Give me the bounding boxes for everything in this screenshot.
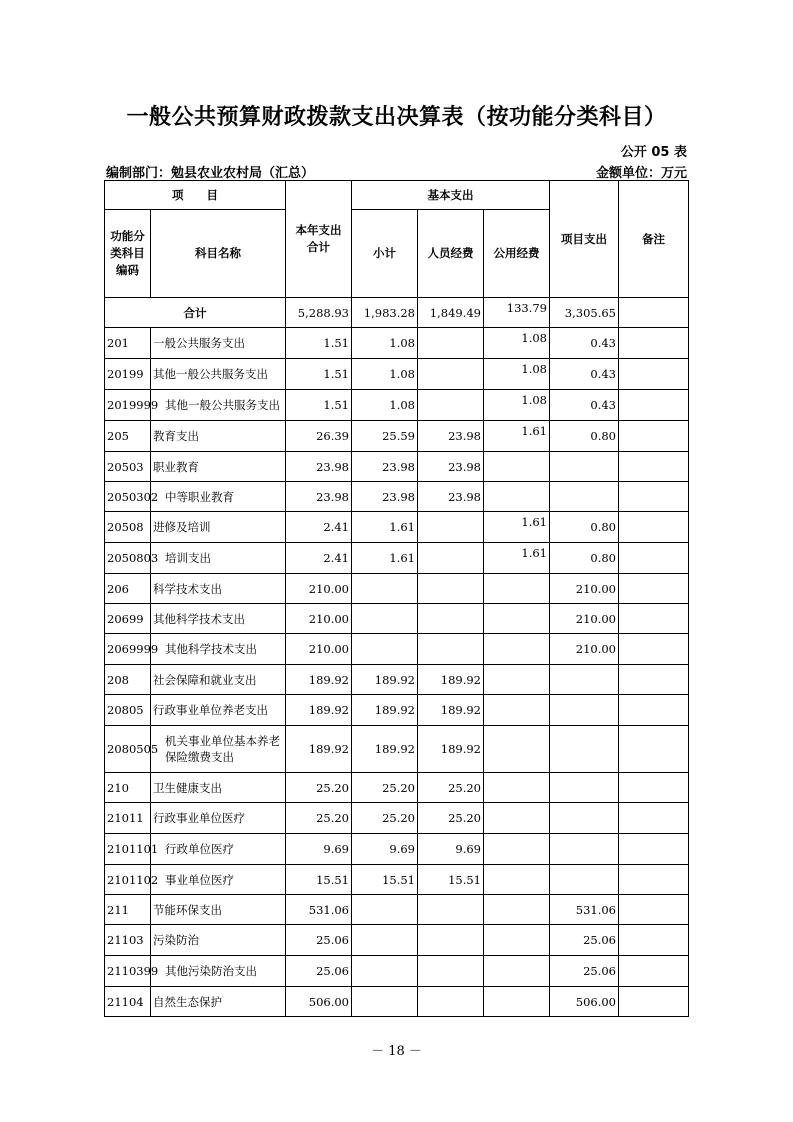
row-remark [619, 773, 689, 803]
row-subject-name: 卫生健康支出 [151, 773, 286, 803]
row-total: 9.69 [286, 834, 352, 865]
row-public: 1.61 [484, 512, 550, 543]
row-remark [619, 726, 689, 773]
row-subject-name: 污染防治 [151, 925, 286, 956]
row-total: 189.92 [286, 726, 352, 773]
header-item: 项 目 [105, 181, 286, 210]
row-subject-name: 职业教育 [151, 452, 286, 482]
row-project [550, 865, 619, 895]
row-subject-name: 行政事业单位医疗 [151, 803, 286, 834]
row-personnel: 25.20 [418, 773, 484, 803]
table-row [105, 925, 689, 956]
row-total: 1.51 [286, 390, 352, 421]
row-remark [619, 390, 689, 421]
row-code: 2050803 [105, 543, 151, 574]
header-row-1 [105, 181, 689, 210]
row-subtotal: 23.98 [352, 482, 418, 512]
row-code: 20805 [105, 695, 151, 726]
row-subtotal [352, 604, 418, 634]
total-amount: 5,288.93 [286, 298, 352, 328]
total-public: 133.79 [484, 298, 550, 328]
table-row [105, 543, 689, 574]
row-project: 0.80 [550, 512, 619, 543]
table-row [105, 895, 689, 925]
row-code: 201 [105, 328, 151, 359]
row-personnel [418, 574, 484, 604]
row-subtotal: 25.59 [352, 421, 418, 452]
row-remark [619, 925, 689, 956]
row-personnel [418, 543, 484, 574]
row-code: 2101102 [105, 865, 151, 895]
row-remark [619, 543, 689, 574]
row-code: 2110399 [105, 956, 151, 987]
page-number: － 18 － [371, 1044, 422, 1059]
row-total: 210.00 [286, 634, 352, 665]
table-row [105, 665, 689, 695]
row-remark [619, 359, 689, 390]
header-project: 项目支出 [550, 181, 619, 298]
total-row [105, 298, 689, 328]
amount-unit: 金额单位：万元 [595, 166, 687, 181]
row-subtotal: 1.08 [352, 390, 418, 421]
table-row [105, 512, 689, 543]
row-total: 23.98 [286, 452, 352, 482]
row-total: 25.06 [286, 956, 352, 987]
row-project: 0.43 [550, 328, 619, 359]
row-project: 210.00 [550, 634, 619, 665]
row-personnel: 189.92 [418, 726, 484, 773]
row-code: 21104 [105, 987, 151, 1017]
row-subtotal: 189.92 [352, 695, 418, 726]
row-project: 506.00 [550, 987, 619, 1017]
row-subtotal: 189.92 [352, 726, 418, 773]
row-subject-name: 培训支出 [151, 543, 286, 574]
total-remark [619, 298, 689, 328]
row-public: 1.08 [484, 328, 550, 359]
row-code: 205 [105, 421, 151, 452]
row-public [484, 452, 550, 482]
table-row [105, 574, 689, 604]
row-code: 206 [105, 574, 151, 604]
table-row [105, 987, 689, 1017]
row-remark [619, 634, 689, 665]
row-subtotal: 1.61 [352, 543, 418, 574]
row-subject-name: 其他一般公共服务支出 [151, 359, 286, 390]
row-subject-name: 其他科学技术支出 [151, 634, 286, 665]
row-remark [619, 865, 689, 895]
row-total: 1.51 [286, 328, 352, 359]
row-subject-name: 自然生态保护 [151, 987, 286, 1017]
table-row [105, 803, 689, 834]
row-personnel [418, 328, 484, 359]
row-code: 211 [105, 895, 151, 925]
row-project [550, 482, 619, 512]
row-project [550, 452, 619, 482]
row-subject-name: 事业单位医疗 [151, 865, 286, 895]
row-remark [619, 803, 689, 834]
table-row [105, 421, 689, 452]
table-row [105, 328, 689, 359]
row-remark [619, 604, 689, 634]
row-public [484, 695, 550, 726]
row-total: 506.00 [286, 987, 352, 1017]
row-project [550, 665, 619, 695]
row-code: 21011 [105, 803, 151, 834]
row-project [550, 695, 619, 726]
row-personnel: 23.98 [418, 482, 484, 512]
row-remark [619, 421, 689, 452]
row-public [484, 834, 550, 865]
header-basic: 基本支出 [352, 181, 550, 210]
row-personnel [418, 512, 484, 543]
row-total: 531.06 [286, 895, 352, 925]
row-public [484, 773, 550, 803]
row-remark [619, 695, 689, 726]
total-subtotal: 1,983.28 [352, 298, 418, 328]
table-row [105, 604, 689, 634]
row-personnel [418, 987, 484, 1017]
total-label: 合计 [105, 298, 286, 328]
header-func-code: 功能分类科目编码 [105, 210, 151, 298]
table-row [105, 726, 689, 773]
row-personnel: 25.20 [418, 803, 484, 834]
row-subject-name: 行政事业单位养老支出 [151, 695, 286, 726]
row-subtotal: 189.92 [352, 665, 418, 695]
row-public [484, 956, 550, 987]
row-remark [619, 956, 689, 987]
row-total: 25.06 [286, 925, 352, 956]
row-total: 2.41 [286, 543, 352, 574]
table-row [105, 773, 689, 803]
total-personnel: 1,849.49 [418, 298, 484, 328]
row-code: 2101101 [105, 834, 151, 865]
compiling-department: 编制部门：勉县农业农村局（汇总） [106, 166, 315, 181]
header-subject-name: 科目名称 [151, 210, 286, 298]
row-subtotal: 9.69 [352, 834, 418, 865]
row-code: 20199 [105, 359, 151, 390]
header-personnel: 人员经费 [418, 210, 484, 298]
row-subtotal: 25.20 [352, 773, 418, 803]
row-total: 25.20 [286, 803, 352, 834]
row-subtotal [352, 987, 418, 1017]
row-public [484, 665, 550, 695]
row-remark [619, 574, 689, 604]
row-code: 2080505 [105, 726, 151, 773]
row-personnel: 15.51 [418, 865, 484, 895]
row-subject-name: 科学技术支出 [151, 574, 286, 604]
row-personnel [418, 390, 484, 421]
row-total: 189.92 [286, 695, 352, 726]
row-code: 2069999 [105, 634, 151, 665]
row-public [484, 987, 550, 1017]
row-public [484, 865, 550, 895]
row-code: 208 [105, 665, 151, 695]
table-row [105, 482, 689, 512]
header-remark: 备注 [619, 181, 689, 298]
table-row [105, 834, 689, 865]
row-code: 20699 [105, 604, 151, 634]
row-public [484, 482, 550, 512]
row-public [484, 604, 550, 634]
header-total: 本年支出合计 [286, 181, 352, 298]
table-row [105, 390, 689, 421]
row-subject-name: 进修及培训 [151, 512, 286, 543]
report-title: 一般公共预算财政拨款支出决算表（按功能分类科目） [126, 105, 667, 130]
row-code: 2019999 [105, 390, 151, 421]
row-project: 0.43 [550, 390, 619, 421]
row-subtotal [352, 895, 418, 925]
row-subject-name: 机关事业单位基本养老保险缴费支出 [151, 726, 286, 773]
row-subtotal: 23.98 [352, 452, 418, 482]
row-project [550, 803, 619, 834]
table-row [105, 865, 689, 895]
row-code: 21103 [105, 925, 151, 956]
row-public [484, 895, 550, 925]
row-public [484, 574, 550, 604]
row-subject-name: 中等职业教育 [151, 482, 286, 512]
row-subject-name: 其他污染防治支出 [151, 956, 286, 987]
row-remark [619, 328, 689, 359]
header-subtotal: 小计 [352, 210, 418, 298]
row-project [550, 773, 619, 803]
total-project: 3,305.65 [550, 298, 619, 328]
row-subtotal: 1.08 [352, 328, 418, 359]
row-project: 531.06 [550, 895, 619, 925]
row-subtotal: 15.51 [352, 865, 418, 895]
row-project: 0.43 [550, 359, 619, 390]
row-subtotal [352, 956, 418, 987]
row-remark [619, 665, 689, 695]
row-public [484, 726, 550, 773]
row-code: 210 [105, 773, 151, 803]
row-project [550, 834, 619, 865]
row-project: 0.80 [550, 543, 619, 574]
row-total: 23.98 [286, 482, 352, 512]
row-project: 210.00 [550, 604, 619, 634]
row-project: 0.80 [550, 421, 619, 452]
table-row [105, 634, 689, 665]
row-personnel: 189.92 [418, 695, 484, 726]
expenditure-table [104, 180, 689, 1017]
row-personnel [418, 604, 484, 634]
row-total: 1.51 [286, 359, 352, 390]
row-personnel [418, 359, 484, 390]
row-remark [619, 482, 689, 512]
row-project [550, 726, 619, 773]
row-subtotal: 25.20 [352, 803, 418, 834]
row-subject-name: 一般公共服务支出 [151, 328, 286, 359]
table-row [105, 956, 689, 987]
row-subtotal [352, 634, 418, 665]
row-remark [619, 834, 689, 865]
row-total: 15.51 [286, 865, 352, 895]
row-total: 2.41 [286, 512, 352, 543]
row-subtotal [352, 925, 418, 956]
table-row [105, 695, 689, 726]
table-row [105, 359, 689, 390]
row-remark [619, 452, 689, 482]
table-row [105, 452, 689, 482]
row-code: 20508 [105, 512, 151, 543]
row-subtotal [352, 574, 418, 604]
row-personnel [418, 634, 484, 665]
row-public: 1.08 [484, 390, 550, 421]
row-public: 1.08 [484, 359, 550, 390]
row-personnel: 23.98 [418, 452, 484, 482]
header-public: 公用经费 [484, 210, 550, 298]
row-subject-name: 其他科学技术支出 [151, 604, 286, 634]
row-remark [619, 987, 689, 1017]
row-subject-name: 社会保障和就业支出 [151, 665, 286, 695]
row-total: 26.39 [286, 421, 352, 452]
row-project: 210.00 [550, 574, 619, 604]
row-total: 25.20 [286, 773, 352, 803]
row-subject-name: 其他一般公共服务支出 [151, 390, 286, 421]
row-remark [619, 512, 689, 543]
row-public [484, 803, 550, 834]
row-personnel [418, 956, 484, 987]
row-public: 1.61 [484, 421, 550, 452]
row-personnel [418, 895, 484, 925]
row-public: 1.61 [484, 543, 550, 574]
row-code: 20503 [105, 452, 151, 482]
row-public [484, 925, 550, 956]
row-total: 189.92 [286, 665, 352, 695]
row-subject-name: 行政单位医疗 [151, 834, 286, 865]
row-public [484, 634, 550, 665]
row-total: 210.00 [286, 574, 352, 604]
row-subtotal: 1.61 [352, 512, 418, 543]
row-code: 2050302 [105, 482, 151, 512]
row-subtotal: 1.08 [352, 359, 418, 390]
row-personnel: 9.69 [418, 834, 484, 865]
row-personnel: 189.92 [418, 665, 484, 695]
row-project: 25.06 [550, 956, 619, 987]
row-subject-name: 节能环保支出 [151, 895, 286, 925]
row-subject-name: 教育支出 [151, 421, 286, 452]
row-project: 25.06 [550, 925, 619, 956]
row-total: 210.00 [286, 604, 352, 634]
row-personnel [418, 925, 484, 956]
row-personnel: 23.98 [418, 421, 484, 452]
row-remark [619, 895, 689, 925]
form-number: 公开 05 表 [620, 145, 687, 160]
